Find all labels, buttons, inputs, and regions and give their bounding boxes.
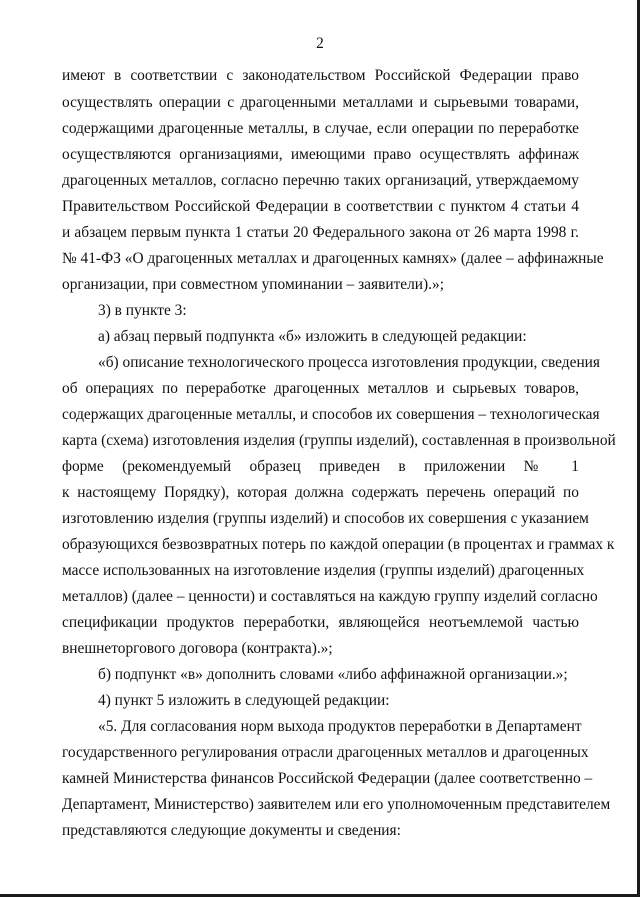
text-line: содержащих драгоценные металлы, и способов их совершения – технологическая (62, 406, 600, 423)
text-line: образующихся безвозвратных потерь по каждой операции (в процентах и граммах к (62, 536, 615, 553)
text-line: «5. Для согласования норм выхода продуктов переработки в Департамент (98, 718, 582, 735)
text-line: карта (схема) изготовления изделия (группы изделий), составленная в произвольной (62, 432, 616, 449)
text-line: 4) пункт 5 изложить в следующей редакции: (98, 692, 390, 709)
text-line: организации, при совместном упоминании – заявители).»; (62, 276, 444, 293)
text-line: драгоценных металлов, согласно перечню таких организаций, утверждаемому (62, 172, 579, 189)
text-line: форме (рекомендуемый образец приведен в приложении № 1 (62, 458, 579, 475)
text-line: изготовлению изделия (группы изделий) и способов их совершения с указанием (62, 510, 589, 527)
text-line: спецификации продуктов переработки, являющейся неотъемлемой частью (62, 614, 579, 631)
text-line: 3) в пункте 3: (98, 302, 187, 319)
text-line: Департамент, Министерство) заявителем или его уполномоченным представителем (62, 796, 611, 813)
text-line: имеют в соответствии с законодательством Российской Федерации право (62, 67, 579, 84)
text-line: Правительством Российской Федерации в соответствии с пунктом 4 статьи 4 (62, 198, 579, 215)
text-line: внешнеторгового договора (контракта).»; (62, 640, 333, 657)
text-line: б) подпункт «в» дополнить словами «либо аффинажной организации.»; (98, 666, 568, 683)
text-line: массе использованных на изготовление изделия (группы изделий) драгоценных (62, 562, 585, 579)
text-line: к настоящему Порядку), которая должна содержать перечень операций по (62, 484, 579, 501)
text-line: «б) описание технологического процесса изготовления продукции, сведения (98, 354, 600, 371)
text-line: осуществляются организациями, имеющими право осуществлять аффинаж (62, 146, 579, 163)
text-line: а) абзац первый подпункта «б» изложить в следующей редакции: (98, 328, 527, 345)
page-number: 2 (316, 35, 324, 52)
text-line: камней Министерства финансов Российской Федерации (далее соответственно – (62, 770, 593, 787)
text-line: государственного регулирования отрасли драгоценных металлов и драгоценных (62, 744, 589, 761)
text-line: осуществлять операции с драгоценными металлами и сырьевыми товарами, (62, 94, 579, 111)
text-line: об операциях по переработке драгоценных металлов и сырьевых товаров, (62, 380, 579, 397)
text-line: № 41-ФЗ «О драгоценных металлах и драгоценных камнях» (далее – аффинажные (62, 250, 604, 267)
text-line: и абзацем первым пункта 1 статьи 20 Федерального закона от 26 марта 1998 г. (62, 224, 579, 241)
text-line: содержащими драгоценные металлы, в случае, если операции по переработке (62, 120, 579, 137)
text-line: представляются следующие документы и сведения: (62, 822, 401, 839)
text-line: металлов) (далее – ценности) и составляться на каждую группу изделий согласно (62, 588, 598, 605)
